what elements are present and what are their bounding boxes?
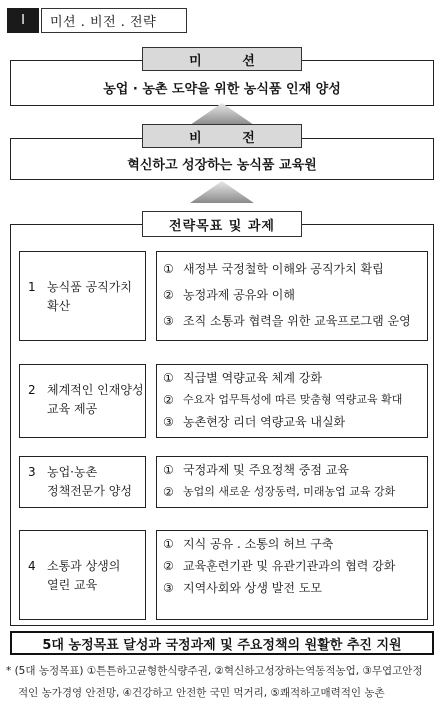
goal-title-line: 열린 교육 bbox=[47, 578, 98, 592]
goal-title-line: 확산 bbox=[47, 299, 71, 313]
footnote-line: * (5대 농정목표) ①튼튼하고균형한식량주권, ②혁신하고성장하는역동적농업, ③무엽고안정 bbox=[6, 665, 423, 677]
goal-title-line: 교육 제공 bbox=[47, 402, 98, 416]
goal-1-tasks bbox=[156, 251, 428, 341]
goal-title-line: 체계적인 인재양성 bbox=[47, 383, 144, 397]
mission-statement: 농업 · 농촌 도약을 위한 농식품 인재 양성 bbox=[103, 81, 341, 97]
task-item: ① 새정부 국정철학 이해와 공직가치 확립 bbox=[163, 262, 384, 276]
strategy-label: 전략목표 및 과제 bbox=[142, 211, 302, 237]
task-item: ② 교육훈련기관 및 유관기관과의 협력 강화 bbox=[163, 559, 396, 573]
goal-number: 2 bbox=[28, 383, 36, 397]
task-item: ③ 농촌현장 리더 역량교육 내실화 bbox=[163, 415, 346, 429]
task-item: ③ 조직 소통과 협력을 위한 교육프로그램 운영 bbox=[163, 314, 411, 328]
goal-number: 4 bbox=[28, 559, 36, 573]
task-item: ① 국정과제 및 주요정책 중점 교육 bbox=[163, 463, 349, 477]
task-item: ① 직급별 역량교육 체계 강화 bbox=[163, 371, 322, 385]
goal-number: 1 bbox=[28, 280, 36, 294]
vision-label: 비 전 bbox=[142, 124, 302, 148]
policy-support-banner: 5대 농정목표 달성과 국정과제 및 주요정책의 원활한 추진 지원 bbox=[10, 631, 434, 655]
task-item: ① 지식 공유 . 소통의 허브 구축 bbox=[163, 537, 334, 551]
section-title: 미션 . 비전 . 전략 bbox=[41, 8, 187, 33]
footnote bbox=[6, 660, 442, 704]
task-item: ② 수요자 업무특성에 따른 맞춤형 역량교육 확대 bbox=[163, 393, 403, 407]
goal-title-line: 농식품 공직가치 bbox=[47, 280, 132, 294]
goal-number: 3 bbox=[28, 465, 36, 479]
task-item: ② 농정과제 공유와 이해 bbox=[163, 288, 295, 302]
vision-statement: 혁신하고 성장하는 농식품 교육원 bbox=[127, 157, 317, 173]
goal-2 bbox=[19, 364, 146, 438]
section-number-badge: I bbox=[7, 8, 39, 33]
goal-title-line: 소통과 상생의 bbox=[47, 559, 121, 573]
goal-1 bbox=[19, 251, 146, 341]
goal-3-tasks bbox=[156, 456, 428, 508]
up-arrow-icon bbox=[190, 181, 254, 203]
up-arrow-icon bbox=[190, 103, 254, 125]
goal-4-tasks bbox=[156, 530, 428, 620]
task-item: ③ 지역사회와 상생 발전 도모 bbox=[163, 581, 322, 595]
goal-4 bbox=[19, 530, 146, 620]
footnote-line: 적인 농가경영 안전망, ④건강하고 안전한 국민 먹거리, ⑤쾌적하고매력적인 농촌 bbox=[18, 687, 385, 699]
goal-3 bbox=[19, 456, 146, 508]
goal-title-line: 농업·농촌 bbox=[47, 465, 98, 479]
task-item: ② 농업의 새로운 성장동력, 미래농업 교육 강화 bbox=[163, 485, 396, 499]
mission-label: 미 션 bbox=[142, 47, 302, 71]
goal-2-tasks bbox=[156, 364, 428, 438]
goal-title-line: 정책전문가 양성 bbox=[47, 484, 132, 498]
